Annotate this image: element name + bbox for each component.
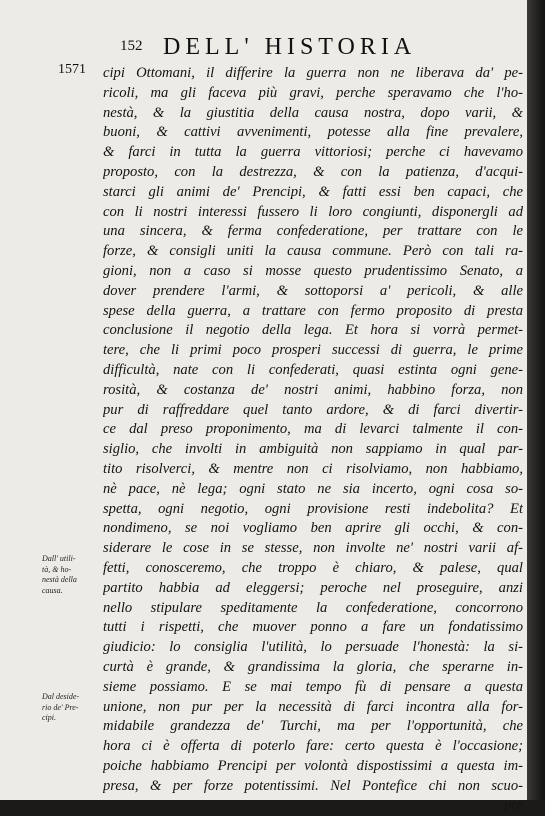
running-head: DELL' HISTORIA <box>163 34 417 60</box>
text-line: proposto, con la destrezza, & con la patienza, d'acqui- <box>103 163 523 180</box>
page-edge-shadow <box>527 0 545 800</box>
text-line: pre <box>504 797 523 814</box>
text-line: ricoli, ma gli faceva più gravi, perche speravamo che l'ho- <box>103 84 523 101</box>
text-line: tito risolverci, & mentre non ci risolviamo, non habbiamo, <box>103 460 523 477</box>
margin-note-line: cipi. <box>42 713 56 722</box>
text-line: una sincera, & ferma confederatione, per trattare con le <box>103 223 523 240</box>
margin-note-utility <box>42 554 102 596</box>
text-line: nondimeno, se noi vogliamo ben aprire gli occhi, & con- <box>103 520 523 537</box>
text-line: cipi Ottomani, il differire la guerra non ne liberava da' pe- <box>103 65 523 81</box>
text-line: nello stipulare speditamente la confederatione, concorrono <box>103 599 523 616</box>
text-line: & farci in tutta la guerra vittoriosi; perche ci havevamo <box>103 144 523 161</box>
text-line: rosità, & costanza de' nostri animi, habbino forza, non <box>103 381 523 398</box>
margin-note-desire <box>42 692 102 724</box>
text-line: pur di raffreddare quel tanto ardore, & di farci divertir- <box>103 401 523 418</box>
text-line: poiche habbiamo Prencipi per volontà dispostissimi a questa im- <box>103 757 523 774</box>
margin-note-line: tà, & ho- <box>42 564 72 574</box>
text-line: tere, che li primi poco prosperi successi di guerra, le prime <box>103 342 523 359</box>
text-line: dover prendere l'armi, & sottoporsi a' pericoli, & alle <box>103 282 523 299</box>
text-line: starci gli animi de' Prencipi, & fatti essi ben capaci, che <box>103 183 523 200</box>
text-line: spetta, ogni negotio, ogni provisione resti indebolita? Et <box>103 500 523 517</box>
text-line: curtà è grande, & grandissima la gloria, che sperarne in- <box>103 658 523 675</box>
text-line: presa, & per forze potentissimi. Nel Pontefice chi non scuo- <box>103 777 523 794</box>
margin-year: 1571 <box>58 62 86 77</box>
margin-note-line: rio de' Pre- <box>42 702 79 712</box>
margin-note-line: causa. <box>42 585 63 595</box>
page-number: 152 <box>120 38 143 54</box>
text-line: nè pace, nè lega; ogni stato ne sia incerto, ogni cosa so- <box>103 480 523 497</box>
margin-note-line: nestà della <box>42 575 77 584</box>
text-line: difficultà, nate con li confederati, quasi estinta ogni gene- <box>103 361 523 378</box>
text-line: hora ci è offerta di poterlo fare: certo questa è l'occasione; <box>103 738 523 755</box>
text-line: unione, non pur per la necessità di farci incontra alla for- <box>103 698 523 715</box>
margin-note-line: Dal deside- <box>42 692 80 701</box>
text-line: gioni, non a caso si mosse questo prudentissimo Senato, a <box>103 262 523 279</box>
text-line: forze, & consigli uniti la causa commune. Però con tali ra- <box>103 243 523 260</box>
text-line: ce dal preso proponimento, ma di levarci talmente il con- <box>103 421 523 438</box>
body-text <box>103 64 523 816</box>
text-line: fetti, conosceremo, che troppo è chiaro, & palese, qual <box>103 559 523 576</box>
text-line: spese della guerra, a trattare con fermo proposito di presta <box>103 302 523 319</box>
text-line: giudicio: lo consiglia l'utilità, lo persuade l'honestà: la si- <box>103 639 523 656</box>
text-line: partito habbia ad eleggersi; peroche nel proseguire, anzi <box>103 579 523 596</box>
text-line: siderare le cose in se stesse, non involte ne' nostri varii af- <box>103 540 523 557</box>
text-line: nestà, & la giustitia della causa nostra, dopo varii, & <box>103 104 523 121</box>
text-line: con li nostri interessi fussero li loro congiunti, disponergli ad <box>103 203 523 220</box>
text-line: buoni, & cattivi avvenimenti, potesse alla fine prevalere, <box>103 124 523 141</box>
text-line: midabile grandezza de' Turchi, ma per l'opportunità, che <box>103 718 523 735</box>
margin-note-line: Dall' utili- <box>42 554 76 563</box>
text-line: siglio, che involti in ambiguità non sappiamo in qual par- <box>103 441 523 458</box>
text-line: tutti i rispetti, che muover ponno a fare un fondatissimo <box>103 619 523 636</box>
text-line: sieme possiamo. E se mai tempo fù di pensare a questa <box>103 678 523 695</box>
text-line: conclusione il negotio della lega. Et hora si vorrà permet- <box>103 322 523 339</box>
